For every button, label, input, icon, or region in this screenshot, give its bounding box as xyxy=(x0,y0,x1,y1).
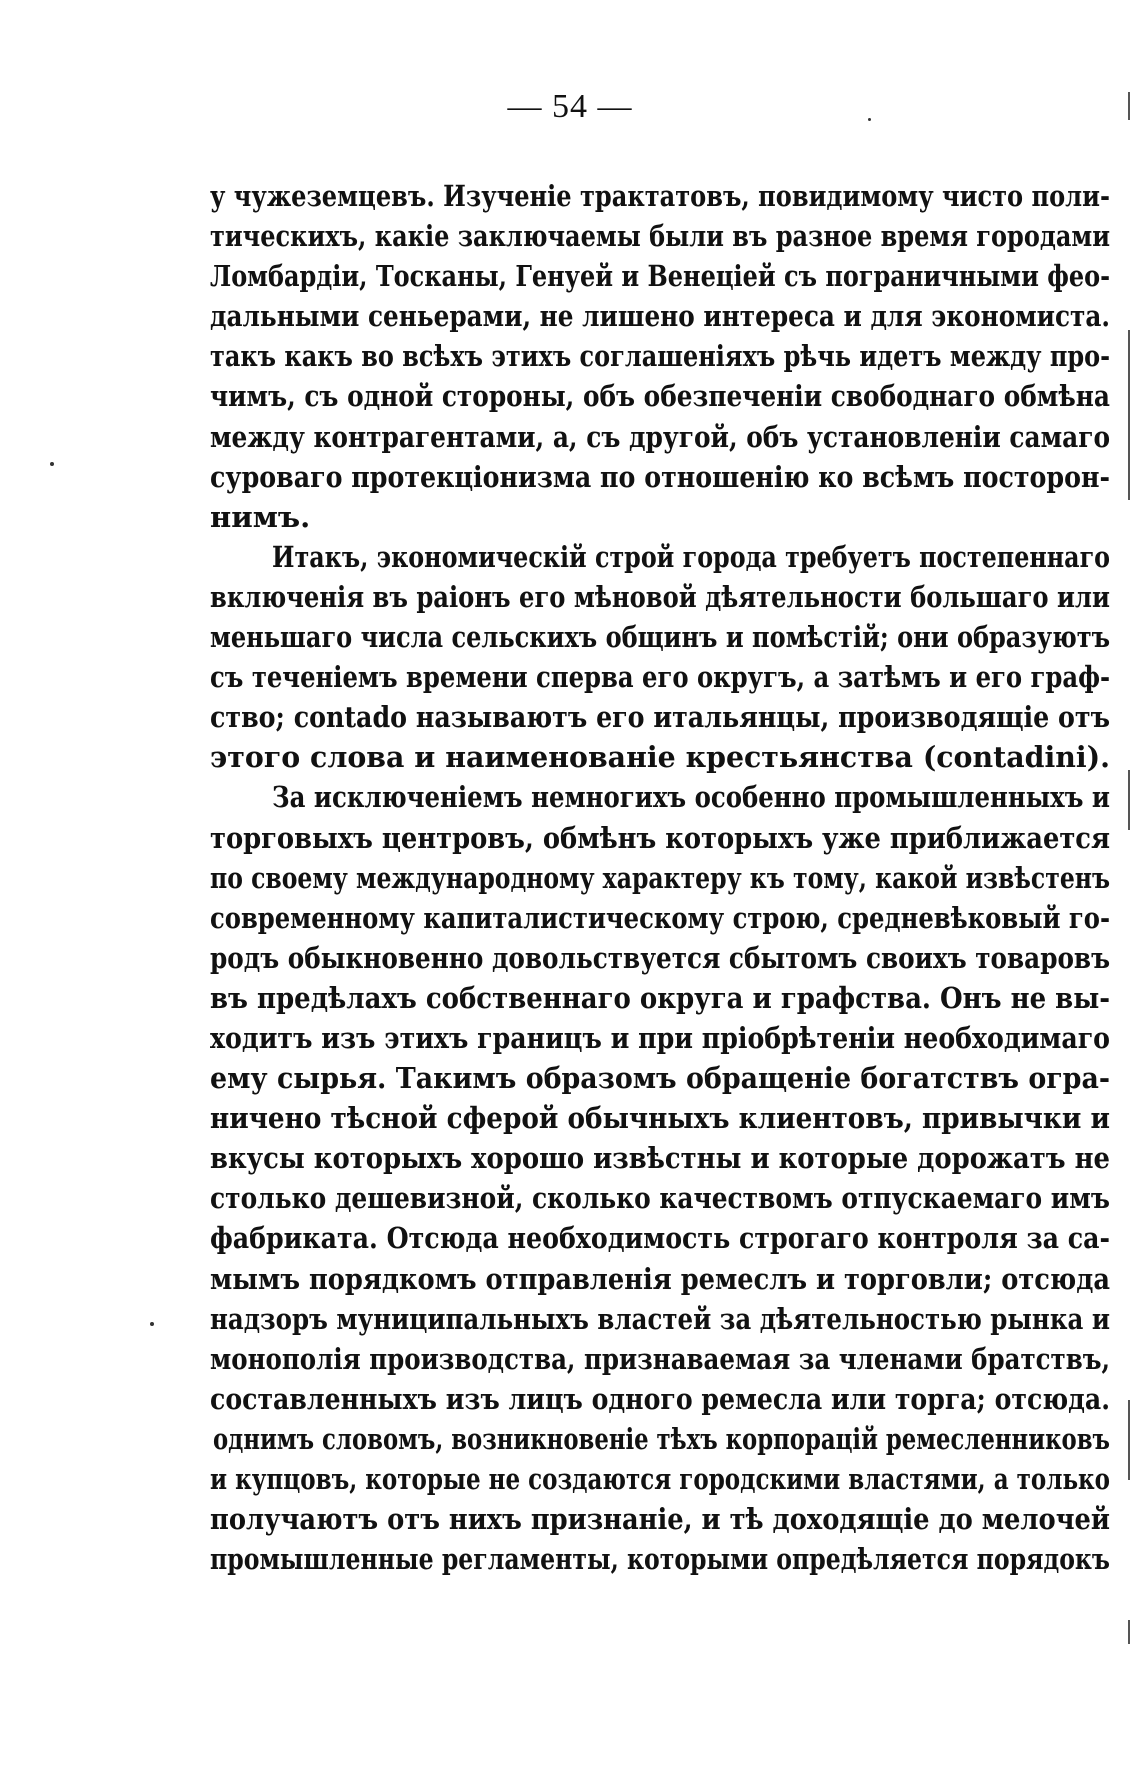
text-line: составленныхъ изъ лицъ одного ремесла или торга; отсюда. xyxy=(210,1381,1110,1416)
text-line: нимъ. xyxy=(210,499,311,534)
text-line: родъ обыкновенно довольствуется сбытомъ своихъ товаровъ xyxy=(210,940,1111,975)
text-line: этого слова и наименованіе крестьянства (contadini). xyxy=(210,740,1111,775)
text-line: тическихъ, какіе заключаемы были въ разное время городами xyxy=(210,219,1111,254)
text-line: съ теченіемъ времени сперва его округъ, а затѣмъ и его граф- xyxy=(210,660,1111,695)
text-line: ство; contado называютъ его итальянцы, производящіе отъ xyxy=(210,700,1110,735)
text-line: въ предѣлахъ собственнаго округа и графства. Онъ не вы- xyxy=(210,980,1111,1015)
scan-speck xyxy=(150,1322,154,1326)
text-line: ему сырья. Такимъ образомъ обращеніе богатствъ огра- xyxy=(210,1061,1111,1096)
text-line: торговыхъ центровъ, обмѣнъ которыхъ уже приближается xyxy=(210,820,1111,855)
scan-speck xyxy=(868,118,871,121)
text-line: включенія въ раіонъ его мѣновой дѣятельности большаго или xyxy=(210,579,1110,614)
text-line: дальными сеньерами, не лишено интереса и для экономиста. xyxy=(210,299,1111,334)
text-line: мымъ порядкомъ отправленія ремеслъ и торговли; отсюда xyxy=(210,1261,1111,1296)
text-line: и купцовъ, которые не создаются городскими властями, а только xyxy=(210,1462,1111,1496)
text-line: вкусы которыхъ хорошо извѣстны и которые дорожатъ не xyxy=(210,1141,1110,1176)
text-line: однимъ словомъ, возникновеніе тѣхъ корпорацій ремесленниковъ xyxy=(213,1421,1110,1456)
text-line: у чужеземцевъ. Изученіе трактатовъ, повидимому чисто поли- xyxy=(210,179,1110,213)
text-line: Ломбардіи, Тосканы, Генуей и Венеціей съ пограничными фео- xyxy=(210,259,1111,294)
text-line: столько дешевизной, сколько качествомъ отпускаемаго имъ xyxy=(210,1181,1110,1216)
text-line: по своему международному характеру къ тому, какой извѣстенъ xyxy=(210,860,1111,895)
text-line: промышленные регламенты, которыми опредѣляется порядокъ xyxy=(210,1542,1111,1577)
page-edge-mark xyxy=(1128,1620,1130,1644)
page-number: — 54 — xyxy=(507,88,633,125)
text-line: суроваго протекціонизма по отношенію ко всѣмъ посторон- xyxy=(210,459,1110,494)
text-line: современному капиталистическому строю, средневѣковый го- xyxy=(210,900,1111,935)
page-edge-mark xyxy=(1128,330,1130,500)
text-line: получаютъ отъ нихъ признаніе, и тѣ доходящіе до мелочей xyxy=(210,1502,1111,1537)
page-edge-mark xyxy=(1128,1400,1130,1480)
text-line: ходитъ изъ этихъ границъ и при пріобрѣтеніи необходимаго xyxy=(210,1020,1111,1055)
body-text xyxy=(210,176,1110,1579)
text-line: За исключеніемъ немногихъ особенно промышленныхъ и xyxy=(272,780,1111,815)
text-line: такъ какъ во всѣхъ этихъ соглашеніяхъ рѣчь идетъ между про- xyxy=(210,339,1111,374)
text-line: монополія производства, признаваемая за членами братствъ, xyxy=(210,1341,1111,1376)
text-line: ничено тѣсной сферой обычныхъ клиентовъ, привычки и xyxy=(210,1101,1110,1136)
scan-speck xyxy=(50,462,54,466)
text-line: надзоръ муниципальныхъ властей за дѣятельностью рынка и xyxy=(210,1301,1110,1336)
page-edge-mark xyxy=(1128,92,1130,120)
text-line: между контрагентами, а, съ другой, объ установленіи самаго xyxy=(210,419,1111,454)
text-line: фабриката. Отсюда необходимость строгаго контроля за са- xyxy=(210,1221,1111,1256)
text-line: Итакъ, экономическій строй города требуетъ постепеннаго xyxy=(272,539,1111,574)
page-edge-mark xyxy=(1128,770,1130,830)
text-line: меньшаго числа сельскихъ общинъ и помѣстій; они образуютъ xyxy=(210,620,1111,655)
text-line: чимъ, съ одной стороны, объ обезпеченіи свободнаго обмѣна xyxy=(210,379,1110,414)
